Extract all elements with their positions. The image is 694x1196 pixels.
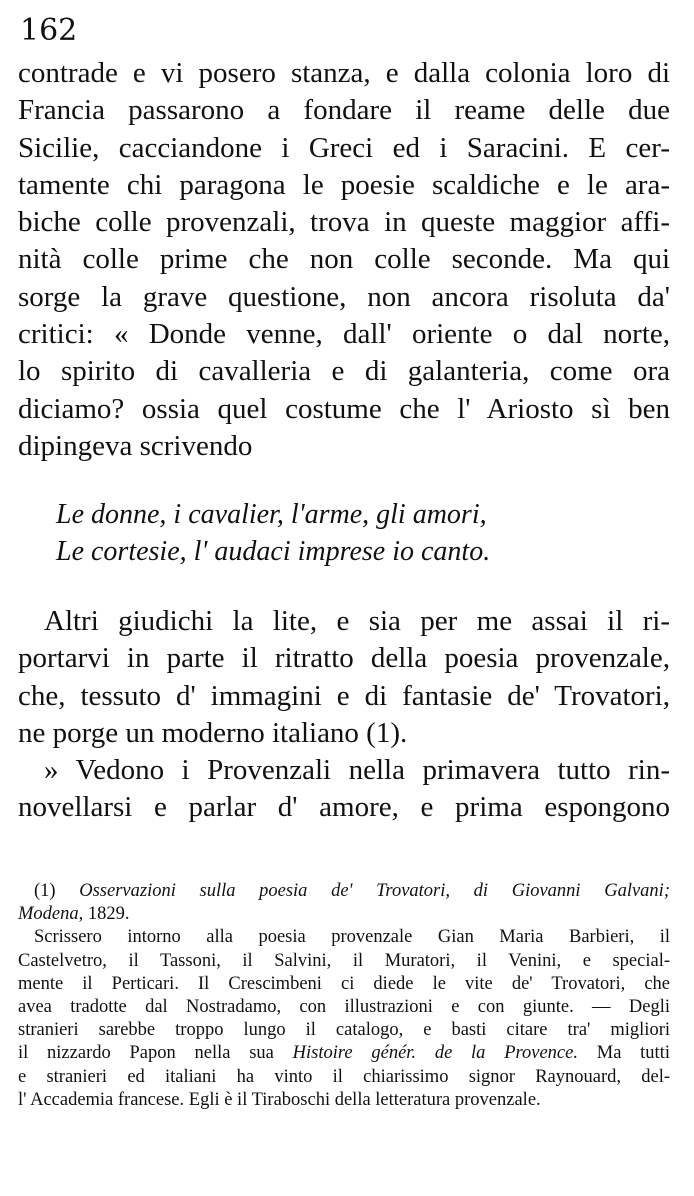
text-line: sorge la grave questione, non ancora risoluta da' bbox=[18, 280, 670, 313]
page-number: 162 bbox=[20, 13, 78, 48]
text-line: lo spirito di cavalleria e di galanteria, come ora bbox=[18, 355, 670, 388]
footnote-line: mente il Perticari. Il Crescimbeni ci diede le vite de' Trovatori, che bbox=[18, 973, 670, 994]
text-line: » Vedono i Provenzali nella primavera tutto rin- bbox=[44, 754, 670, 786]
footnotes bbox=[18, 880, 670, 1112]
paragraph-2 bbox=[18, 603, 670, 752]
verse-quote bbox=[56, 496, 616, 570]
text-line: critici: « Donde venne, dall' oriente o dal norte, bbox=[18, 318, 670, 351]
text-line: Sicilie, cacciandone i Greci ed i Saracini. E cer- bbox=[18, 131, 670, 164]
footnote-line bbox=[18, 1042, 670, 1065]
paragraph-3 bbox=[18, 752, 670, 827]
text-line: portarvi in parte il ritratto della poesia provenzale, bbox=[18, 642, 670, 675]
paragraph-1 bbox=[18, 55, 670, 465]
footnote-line: l' Accademia francese. Egli è il Tiraboschi della letteratura provenzale. bbox=[18, 1089, 541, 1110]
text-line: dipingeva scrivendo bbox=[18, 429, 253, 462]
text-line: ne porge un moderno italiano (1). bbox=[18, 716, 408, 749]
footnote-line: Scrissero intorno alla poesia provenzale Gian Maria Barbieri, il bbox=[34, 927, 670, 948]
text-line: che, tessuto d' immagini e di fantasie de' Trovatori, bbox=[18, 679, 670, 712]
text-line: Francia passarono a fondare il reame delle due bbox=[18, 94, 670, 127]
text-line: nità colle prime che non colle seconde. Ma qui bbox=[18, 243, 670, 276]
footnote-text: Ma tutti bbox=[577, 1043, 670, 1064]
text-line: diciamo? ossia quel costume che l' Ariosto sì ben bbox=[18, 392, 670, 425]
verse-line: Le donne, i cavalier, l'arme, gli amori, bbox=[56, 499, 487, 530]
footnote-text: il nizzardo Papon nella sua bbox=[18, 1043, 293, 1064]
footnote-line: stranieri sarebbe troppo lungo il catalogo, e basti citare tra' migliori bbox=[18, 1020, 670, 1041]
text-line: biche colle provenzali, trova in queste maggior affi- bbox=[18, 206, 670, 239]
footnote-marker: (1) bbox=[34, 881, 56, 901]
footnote-book-title: Histoire génér. de la Provence. bbox=[292, 1043, 578, 1064]
footnote-line: avea tradotte dal Nostradamo, con illustrazioni e con giunte. — Degli bbox=[18, 997, 670, 1018]
footnote-line bbox=[18, 880, 670, 903]
footnote-citation-year: , 1829. bbox=[78, 904, 130, 925]
verse-line: Le cortesie, l' audaci imprese io canto. bbox=[56, 536, 491, 567]
footnote-line: Castelvetro, il Tassoni, il Salvini, il Muratori, il Venini, e special- bbox=[18, 950, 670, 971]
text-line: Altri giudichi la lite, e sia per me assai il ri- bbox=[44, 605, 670, 637]
footnote-line: e stranieri ed italiani ha vinto il chiarissimo signor Raynouard, del- bbox=[18, 1066, 670, 1087]
footnote-citation-place: Modena bbox=[18, 904, 79, 925]
text-line: contrade e vi posero stanza, e dalla colonia loro di bbox=[18, 57, 670, 89]
footnote-citation-title: Osservazioni sulla poesia de' Trovatori, di Giovanni Galvani; bbox=[79, 881, 670, 901]
footnote-line bbox=[18, 903, 670, 926]
text-line: novellarsi e parlar d' amore, e prima espongono bbox=[18, 791, 670, 824]
text-line: tamente chi paragona le poesie scaldiche e le ara- bbox=[18, 168, 670, 201]
